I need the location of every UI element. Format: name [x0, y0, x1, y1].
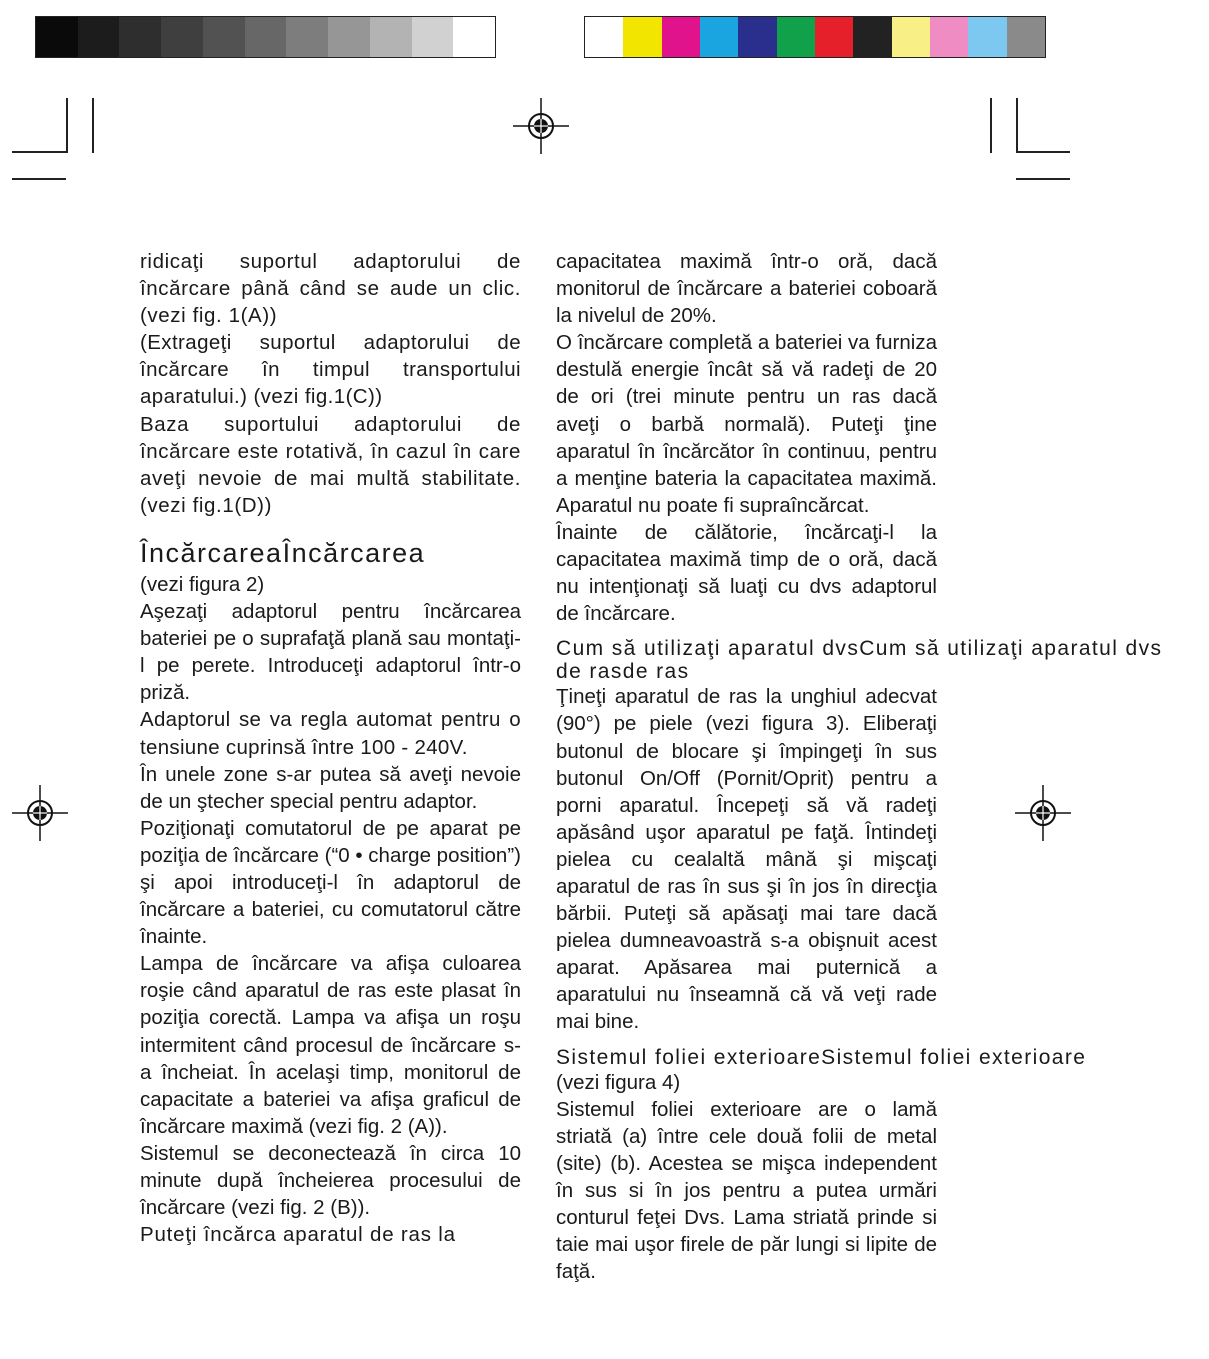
- right-text-column: [556, 248, 1163, 1285]
- color-swatch: [585, 17, 623, 57]
- color-swatch: [815, 17, 853, 57]
- color-calibration-strip: [584, 16, 1046, 58]
- gray-swatch: [328, 17, 370, 57]
- crop-mark-top-right-v2: [990, 98, 992, 153]
- color-swatch: [1007, 17, 1045, 57]
- grayscale-calibration-strip: [35, 16, 496, 58]
- crop-mark-top-left-h: [12, 151, 66, 153]
- paragraph: (Extrageţi suportul adaptorului de încărcare în timpul transportului aparatului.) (vezi fig.1(C)): [140, 331, 521, 409]
- figure-reference: (vezi figura 2): [140, 572, 265, 596]
- color-swatch: [738, 17, 776, 57]
- color-swatch: [662, 17, 700, 57]
- paragraph: Ţineţi aparatul de ras la unghiul adecvat (90°) pe piele (vezi figura 3). Eliberaţi butonul de blocare şi împingeţi în sus butonul On/Off (Pornit/Oprit) pentru a porni aparatul. Începeţi să vă radeţi apăsând uşor aparatul pe faţă. Întindeţi pielea cu cealaltă mână şi mişcaţi aparatul de ras în sus şi în jos în direcţia bărbii. Puteţi să apăsaţi mai tare dacă pielea dumneavoastră s-a obişnuit acest aparat. Apăsarea mai puternică a aparatului nu înseamnă că vă veţi rade mai bine.: [556, 685, 937, 1034]
- paragraph: Baza suportului adaptorului de încărcare este rotativă, în cazul în care aveţi nevoie de mai multă stabilitate. (vezi fig.1(D)): [140, 412, 521, 517]
- gray-swatch: [36, 17, 78, 57]
- color-swatch: [892, 17, 930, 57]
- crop-mark-top-left-h2: [12, 178, 66, 180]
- gray-swatch: [203, 17, 245, 57]
- registration-mark-right: [1015, 785, 1071, 841]
- section-heading-usage: Cum să utilizaţi aparatul dvsCum să utilizaţi aparatul dvs: [556, 637, 1163, 661]
- paragraph: O încărcare completă a bateriei va furniza destulă energie încât să vă radeţi de 20 de ori (trei minute pentru un ras dacă aveţi o barbă normală). Puteţi ţine aparatul în încărcător în continuu, pentru a menţine bateria la capacitatea maximă. Aparatul nu poate fi supraîncărcat.: [556, 331, 937, 517]
- paragraph: Lampa de încărcare va afişa culoarea roşie când aparatul de ras este plasat în poziţia corectă. Lampa va afişa un roşu intermitent când procesul de încărcare s-a încheiat. În acelaşi timp, monitorul de capacitate a bateriei va afişa graficul de încărcare maximă (vezi fig. 2 (A)).: [140, 952, 521, 1138]
- paragraph: ridicaţi suportul adaptorului de încărcare până când se aude un clic. (vezi fig. 1(A)): [140, 250, 521, 328]
- crop-mark-top-right-v1: [1016, 98, 1018, 153]
- gray-swatch: [245, 17, 287, 57]
- paragraph: Aşezaţi adaptorul pentru încărcarea bateriei pe o suprafaţă plană sau montaţi-l pe perete. Introduceţi adaptorul într-o priză.: [140, 600, 521, 705]
- gray-swatch: [412, 17, 454, 57]
- paragraph: Puteţi încărca aparatul de ras la: [140, 1223, 456, 1247]
- color-swatch: [623, 17, 661, 57]
- crop-mark-top-right-h2: [1016, 178, 1070, 180]
- color-swatch: [853, 17, 891, 57]
- gray-swatch: [453, 17, 495, 57]
- color-swatch: [700, 17, 738, 57]
- gray-swatch: [370, 17, 412, 57]
- color-swatch: [777, 17, 815, 57]
- section-heading-foil-system: Sistemul foliei exterioareSistemul foliei exterioare: [556, 1045, 1087, 1069]
- paragraph: Sistemul foliei exterioare are o lamă striată (a) între cele două folii de metal (site) (b). Acestea se mişca independent în sus si în jos pentru a putea urmări conturul feţei Dvs. Lama striată prinde si taie mai uşor firele de păr lungi si lipite de faţă.: [556, 1097, 937, 1284]
- section-heading-usage-line2: de rasde ras: [556, 660, 690, 684]
- crop-mark-top-left-v1: [66, 98, 68, 153]
- crop-mark-top-right-h: [1016, 151, 1070, 153]
- paragraph: În unele zone s-ar putea să aveţi nevoie de un ştecher special pentru adaptor.: [140, 762, 521, 813]
- paragraph: Înainte de călătorie, încărcaţi-l la capacitatea maximă timp de o oră, dacă nu intenţionaţi să luaţi cu dvs adaptorul de încărcare.: [556, 520, 937, 626]
- gray-swatch: [78, 17, 120, 57]
- left-text-column: [140, 248, 521, 1248]
- paragraph: Sistemul se deconectează în circa 10 minute după încheierea procesului de încărcare (vezi fig. 2 (B)).: [140, 1141, 521, 1220]
- crop-mark-top-left-v2: [92, 98, 94, 153]
- paragraph: capacitatea maximă într-o oră, dacă monitorul de încărcare a bateriei coboară la nivelul de 20%.: [556, 250, 937, 328]
- gray-swatch: [161, 17, 203, 57]
- gray-swatch: [286, 17, 328, 57]
- registration-mark-top: [513, 98, 569, 154]
- color-swatch: [968, 17, 1006, 57]
- section-heading-charging: ÎncărcareaÎncărcarea: [140, 537, 426, 568]
- color-swatch: [930, 17, 968, 57]
- registration-mark-left: [12, 785, 68, 841]
- paragraph: Adaptorul se va regla automat pentru o tensiune cuprinsă între 100 - 240V.: [140, 708, 521, 759]
- figure-reference: (vezi figura 4): [556, 1070, 681, 1094]
- paragraph: Poziţionaţi comutatorul de pe aparat pe poziţia de încărcare (“0 • charge position”) şi apoi introduceţi-l în adaptorul de încărcare a bateriei, cu comutatorul către înainte.: [140, 816, 521, 949]
- gray-swatch: [119, 17, 161, 57]
